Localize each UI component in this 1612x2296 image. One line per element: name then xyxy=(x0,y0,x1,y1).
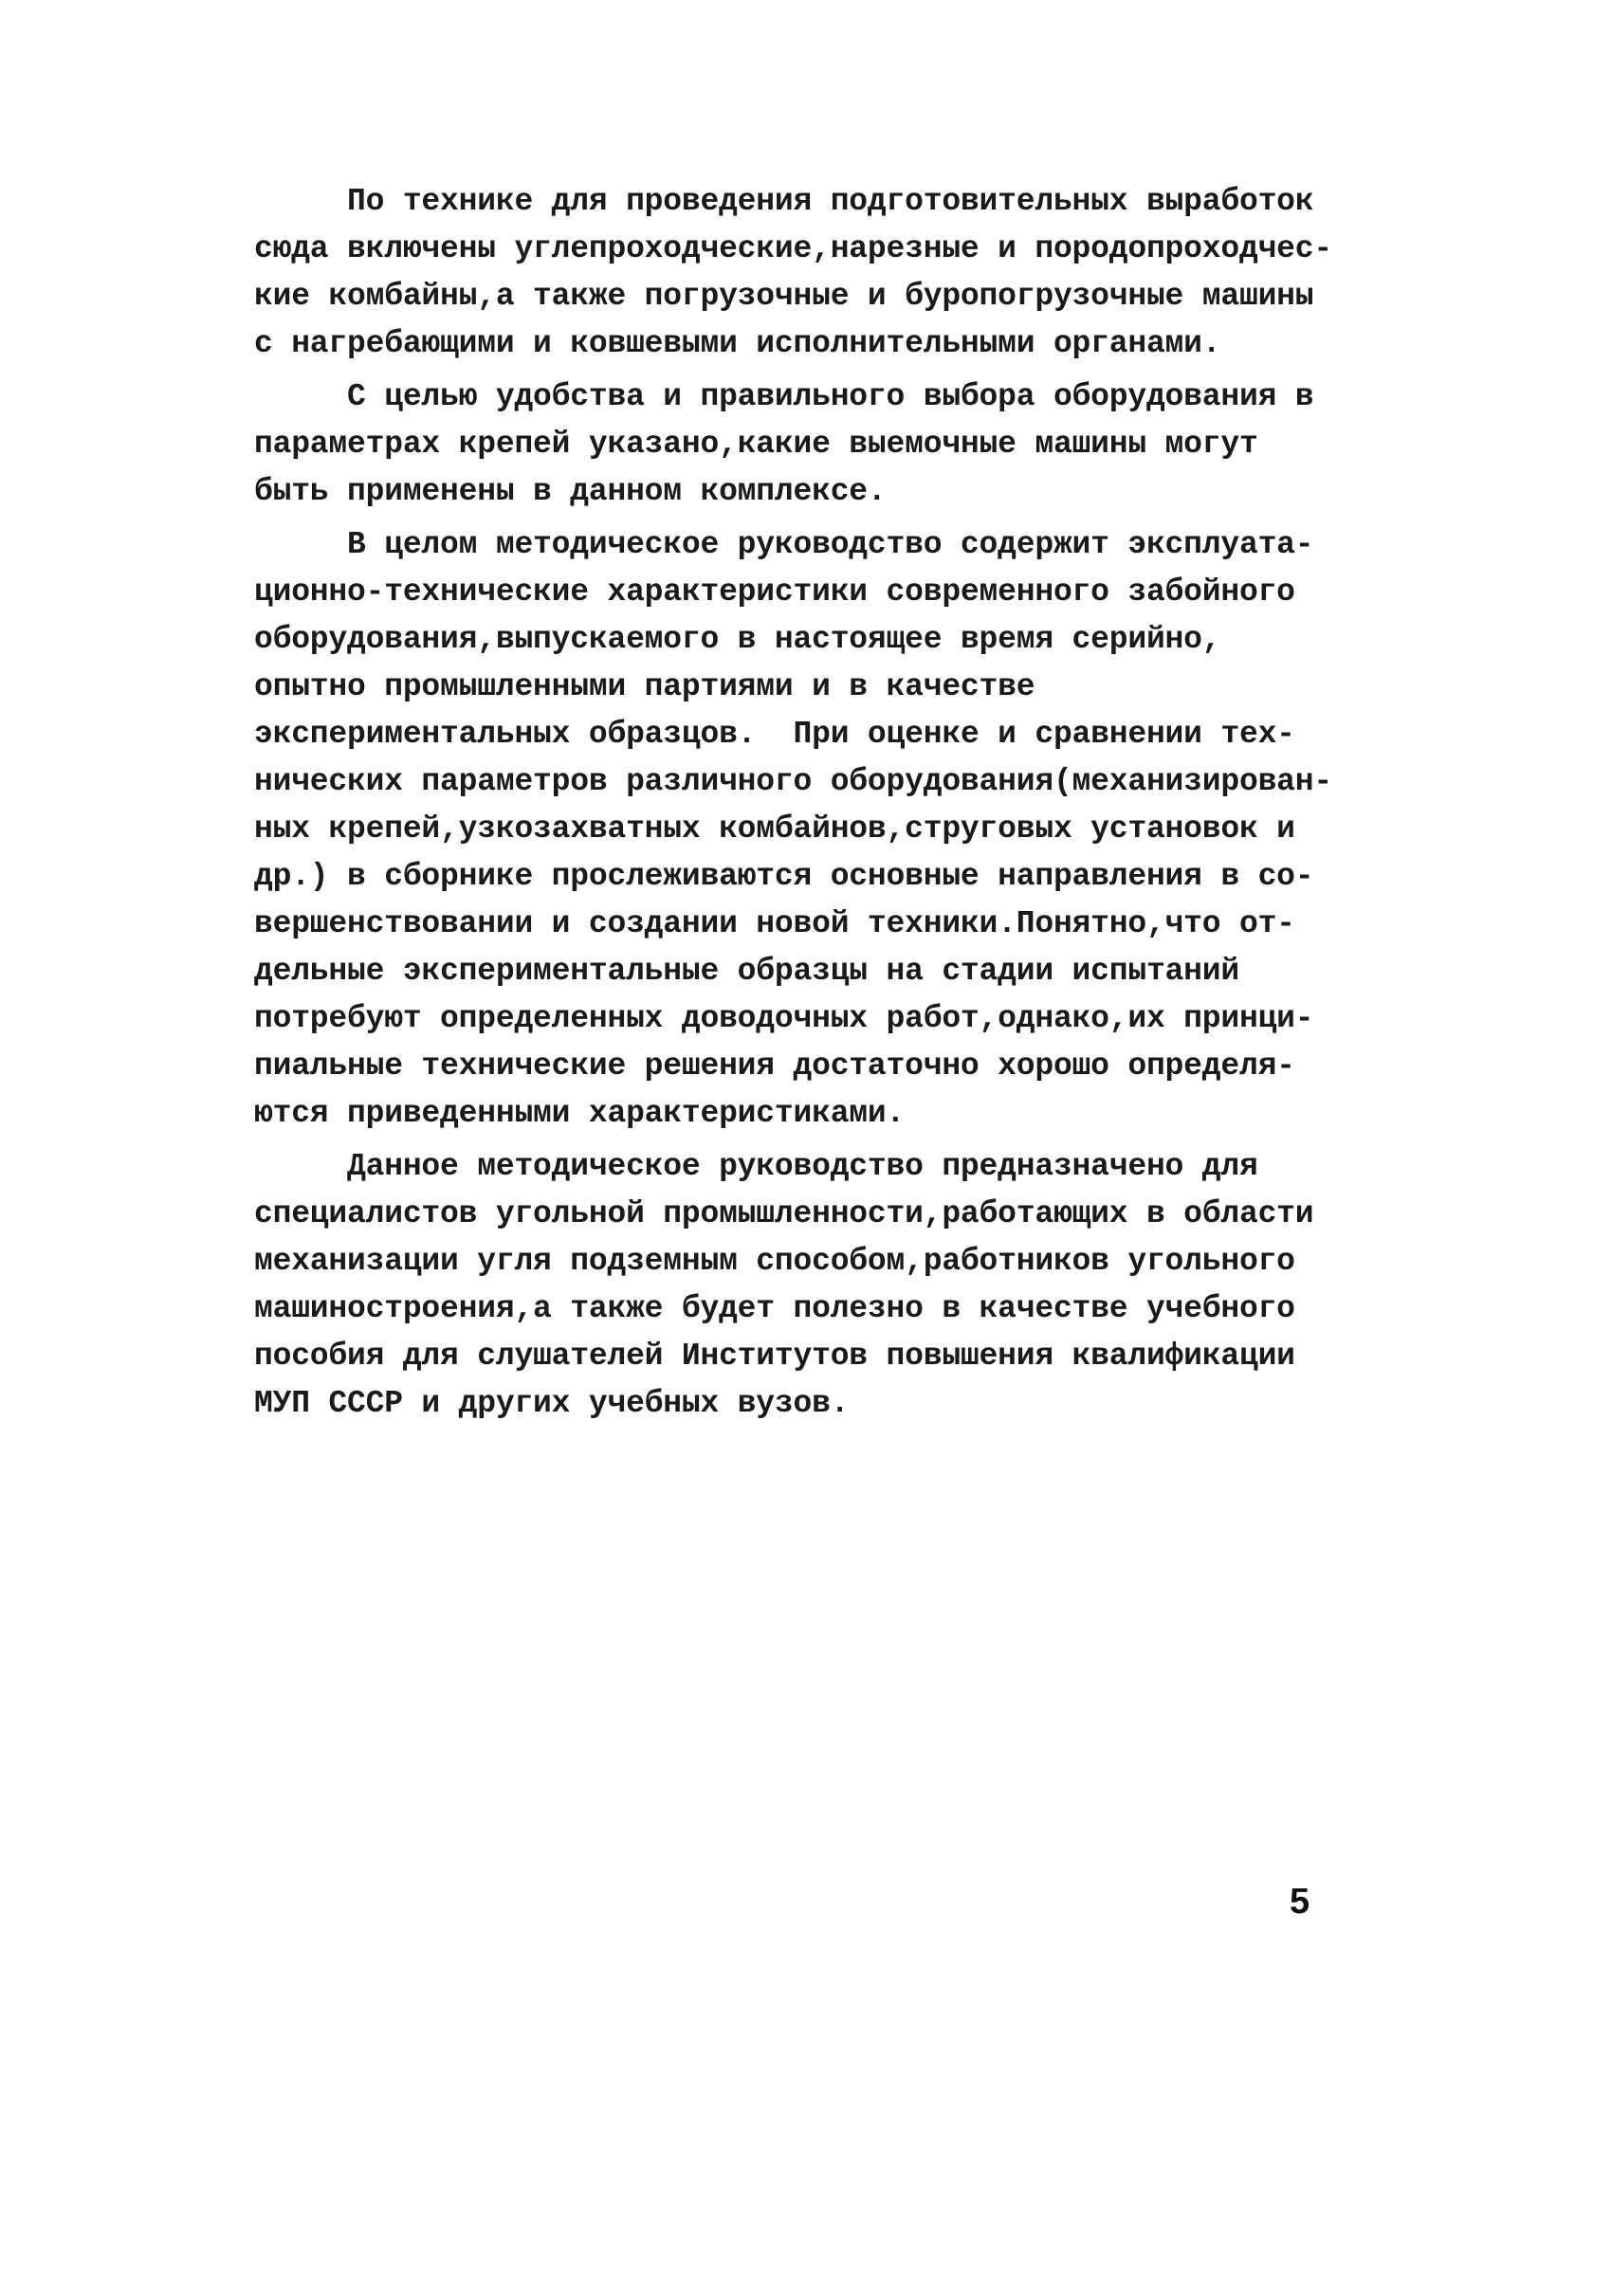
text-line: с нагребающими и ковшевыми исполнительными органами. xyxy=(254,326,1221,361)
text-line: По технике для проведения подготовительных выработок xyxy=(254,184,1314,219)
text-line: В целом методическое руководство содержит эксплуата- xyxy=(254,527,1314,562)
paragraph-selection-convenience xyxy=(254,374,1373,516)
text-line: нических параметров различного оборудования(механизирован- xyxy=(254,764,1332,799)
text-line: специалистов угольной промышленности,работающих в области xyxy=(254,1196,1314,1231)
text-line: потребуют определенных доводочных работ,однако,их принци- xyxy=(254,1001,1314,1036)
text-line: дельные экспериментальные образцы на стадии испытаний xyxy=(254,954,1239,989)
text-line: С целью удобства и правильного выбора оборудования в xyxy=(254,379,1314,414)
text-line: вершенствовании и создании новой техники.Понятно,что от- xyxy=(254,906,1295,941)
text-line: параметрах крепей указано,какие выемочные машины могут xyxy=(254,427,1258,462)
text-line: пиальные технические решения достаточно хорошо определя- xyxy=(254,1048,1295,1084)
text-line: Данное методическое руководство предназначено для xyxy=(254,1149,1258,1184)
text-line: пособия для слушателей Институтов повышения квалификации xyxy=(254,1339,1295,1374)
text-line: экспериментальных образцов. При оценке и сравнении тех- xyxy=(254,717,1295,752)
text-line: механизации угля подземным способом,работников угольного xyxy=(254,1244,1295,1279)
paragraph-equipment-scope xyxy=(254,178,1373,368)
text-line: ются приведенными характеристиками. xyxy=(254,1096,906,1131)
text-line: быть применены в данном комплексе. xyxy=(254,474,887,509)
text-line: ционно-технические характеристики современного забойного xyxy=(254,574,1295,610)
body-text xyxy=(254,178,1373,1433)
paragraph-audience xyxy=(254,1143,1373,1428)
text-line: машиностроения,а также будет полезно в качестве учебного xyxy=(254,1291,1295,1326)
text-line: кие комбайны,а также погрузочные и буропогрузочные машины xyxy=(254,279,1314,314)
paragraph-characteristics xyxy=(254,521,1373,1138)
page-number: 5 xyxy=(1290,1882,1310,1922)
text-line: опытно промышленными партиями и в качестве xyxy=(254,669,1035,704)
text-line: МУП СССР и других учебных вузов. xyxy=(254,1386,850,1421)
text-line: ных крепей,узкозахватных комбайнов,струговых установок и xyxy=(254,811,1295,847)
text-line: др.) в сборнике прослеживаются основные направления в со- xyxy=(254,859,1314,894)
text-line: оборудования,выпускаемого в настоящее время серийно, xyxy=(254,622,1221,657)
text-line: сюда включены углепроходческие,нарезные и породопроходчес- xyxy=(254,231,1332,266)
